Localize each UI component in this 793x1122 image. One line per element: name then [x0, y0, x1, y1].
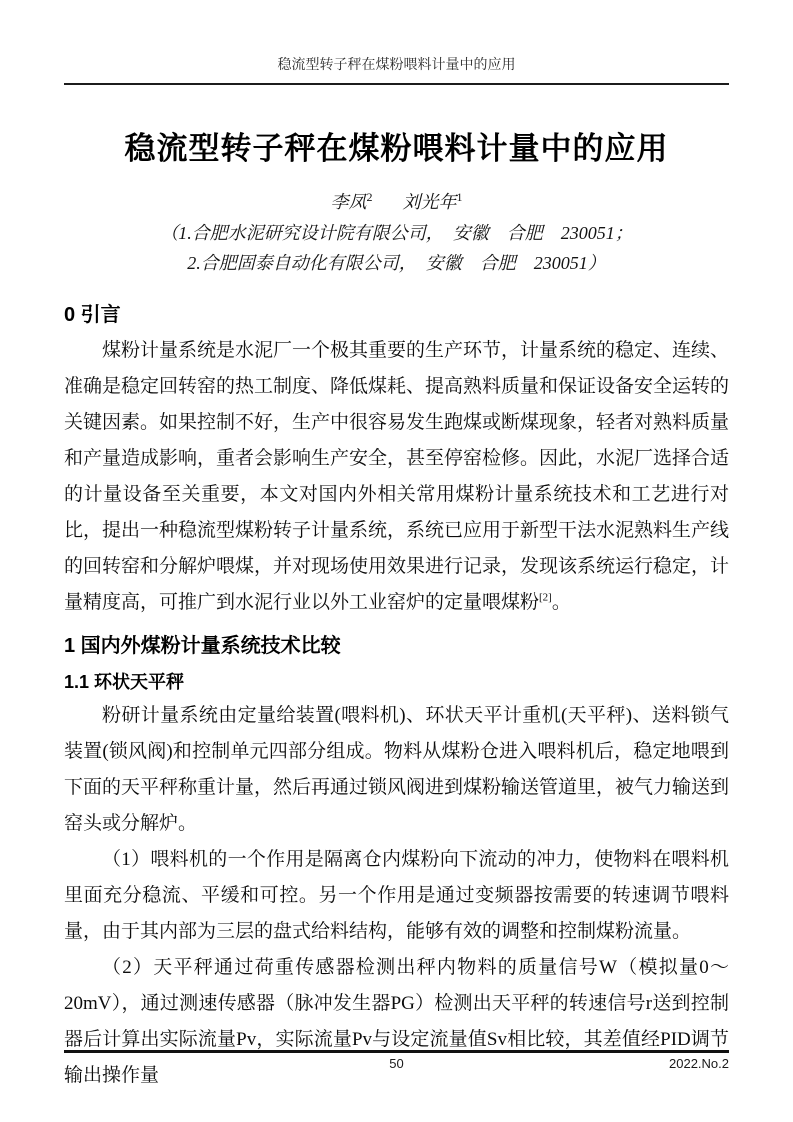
page-number: 50	[389, 1056, 404, 1071]
page-footer	[64, 1050, 729, 1075]
header-rule	[64, 83, 729, 85]
paragraph-balance-scale-signal: （2）天平秤通过荷重传感器检测出秤内物料的质量信号W（模拟量0～20mV），通过测速传感器（脉冲发生器PG）检测出天平秤的转速信号r送到控制器后计算出实际流量Pv，实际流量Pv与设定流量值Sv相比较，其差值经PID调节输出操作量	[64, 957, 729, 1086]
author-1-name: 李凤	[330, 192, 367, 212]
author-1-superscript: 2	[366, 190, 373, 204]
authors-line	[64, 188, 729, 214]
section-heading-1-1: 1.1 环状天平秤	[64, 672, 185, 692]
page-title: 稳流型转子秤在煤粉喂料计量中的应用	[124, 131, 669, 166]
citation-ref-2: [2]	[539, 591, 552, 604]
running-title: 稳流型转子秤在煤粉喂料计量中的应用	[277, 58, 516, 73]
section-heading-1: 1 国内外煤粉计量系统技术比较	[64, 635, 341, 657]
affiliation-line-2: 2.合肥固泰自动化有限公司， 安徽 合肥 230051）	[187, 253, 606, 273]
footer-row	[64, 1053, 729, 1075]
author-1	[331, 192, 373, 212]
section-heading-0-intro: 0 引言	[64, 304, 121, 326]
author-2-name: 刘光年	[402, 192, 457, 212]
paragraph-feeder-function: （1）喂料机的一个作用是隔离仓内煤粉向下流动的冲力，使物料在喂料机里面充分稳流、平缓和可控。另一个作用是通过变频器按需要的转速调节喂料量，由于其内部为三层的盘式给料结构，能够有效的调整和控制煤粉流量。	[64, 849, 729, 942]
affiliation-line-1: （1.合肥水泥研究设计院有限公司， 安徽 合肥 230051；	[160, 223, 633, 243]
intro-paragraph-period: 。	[551, 592, 571, 613]
author-2-superscript: 1	[456, 190, 463, 204]
affiliations-block	[64, 218, 729, 278]
intro-paragraph	[64, 333, 729, 621]
paragraph-system-composition: 粉研计量系统由定量给装置(喂料机)、环状天平计重机(天平秤)、送料锁气装置(锁风阀)和控制单元四部分组成。物料从煤粉仓进入喂料机后，稳定地喂到下面的天平秤称重计量，然后再通过锁风阀进到煤粉输送管道里，被气力输送到窑头或分解炉。	[64, 705, 730, 834]
intro-paragraph-text: 煤粉计量系统是水泥厂一个极其重要的生产环节，计量系统的稳定、连续、准确是稳定回转窑的热工制度、降低煤耗、提高熟料质量和保证设备安全运转的关键因素。如果控制不好，生产中很容易发生跑煤或断煤现象，轻者对熟料质量和产量造成影响，重者会影响生产安全，甚至停窑检修。因此，水泥厂选择合适的计量设备至关重要，本文对国内外相关常用煤粉计量系统技术和工艺进行对比，提出一种稳流型煤粉转子计量系统，系统已应用于新型干法水泥熟料生产线的回转窑和分解炉喂煤，并对现场使用效果进行记录，发现该系统运行稳定，计量精度高，可推广到水泥行业以外工业窑炉的定量喂煤粉	[64, 340, 730, 613]
issue-label: 2022.No.2	[669, 1056, 729, 1071]
author-2	[403, 192, 463, 212]
